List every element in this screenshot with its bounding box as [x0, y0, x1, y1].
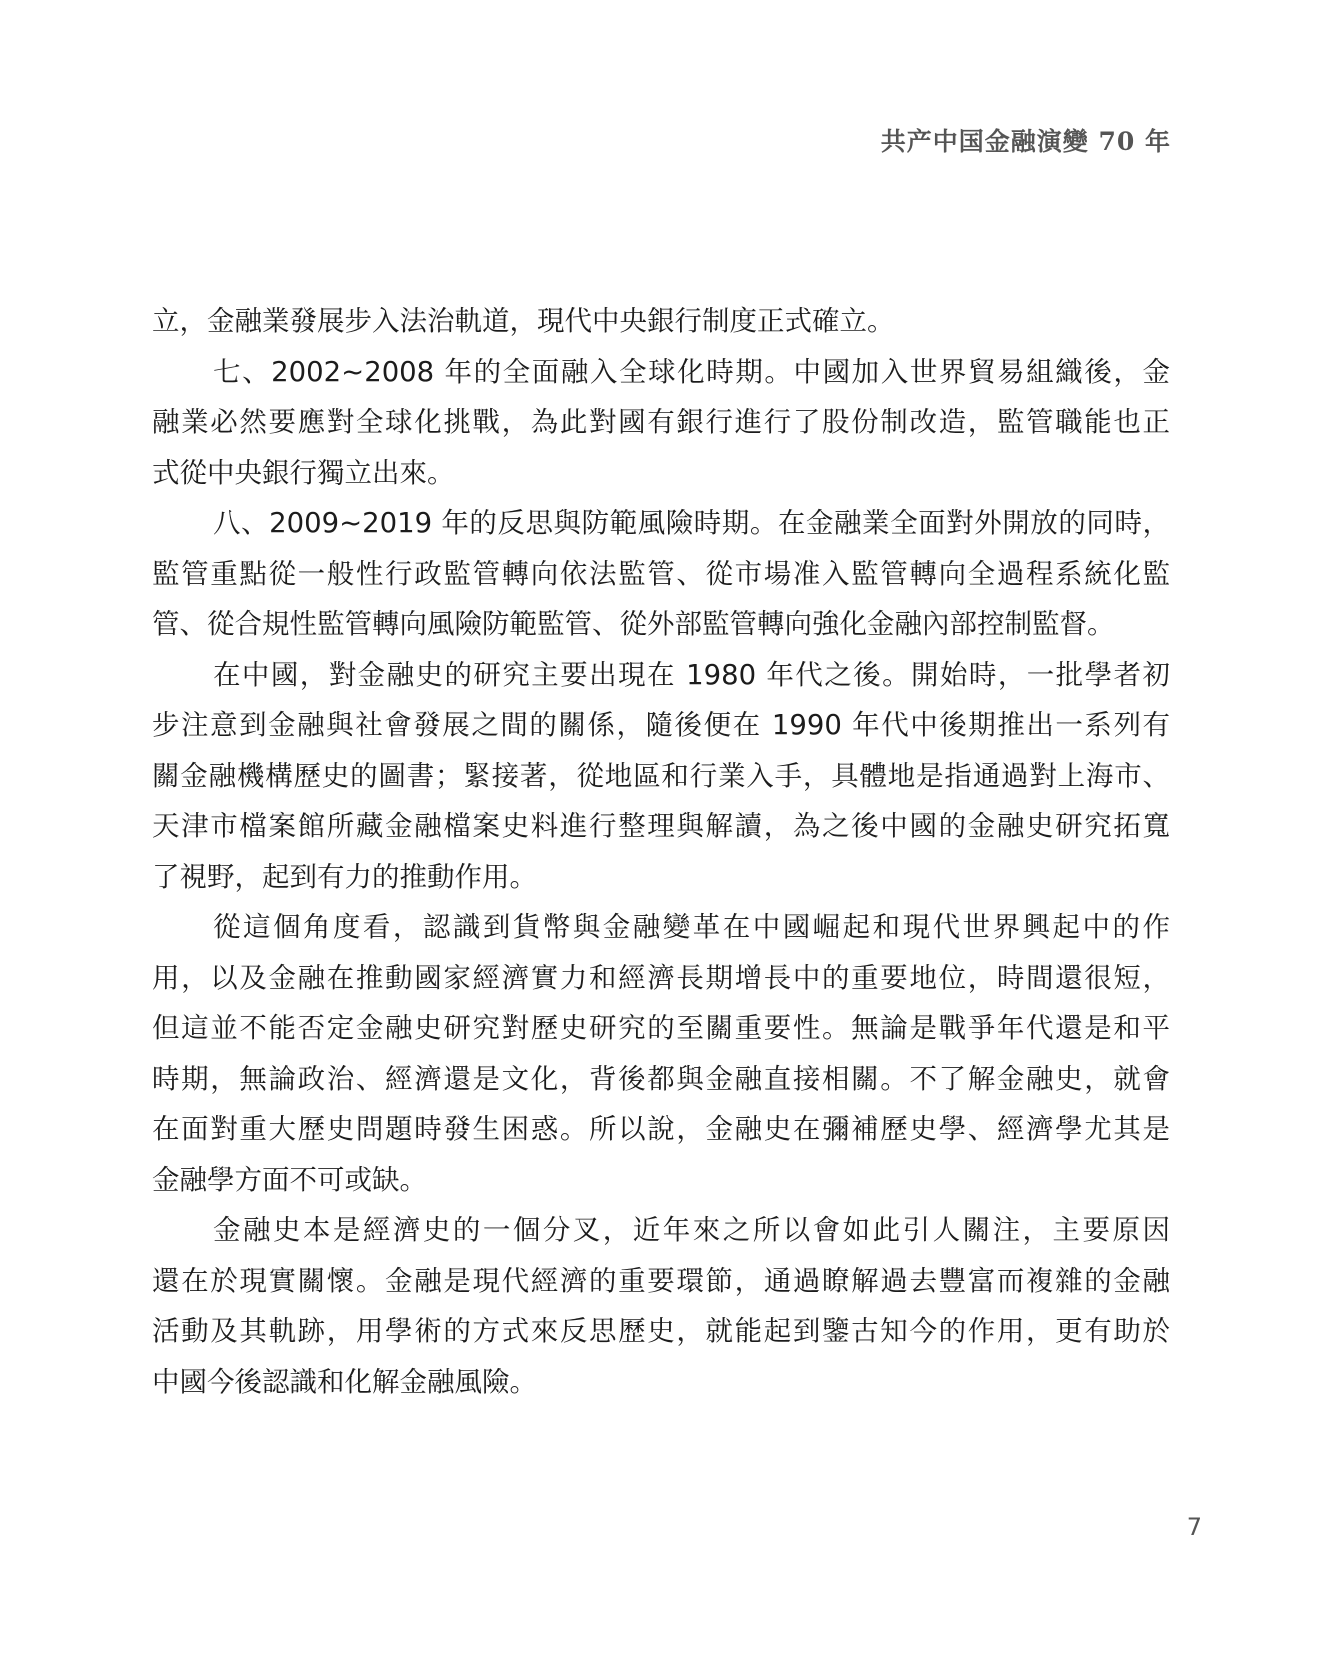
paragraph [152, 1205, 1170, 1407]
text-line: 立，金融業發展步入法治軌道，現代中央銀行制度正式確立。 [152, 305, 895, 337]
text-line: 八、2009~2019 年的反思與防範風險時期。在金融業全面對外開放的同時， [213, 507, 1170, 539]
text-line: 式從中央銀行獨立出來。 [152, 456, 455, 489]
text-line: 融業必然要應對全球化挑戰，為此對國有銀行進行了股份制改造，監管職能也正 [152, 406, 1170, 438]
text-line: 在中國，對金融史的研究主要出現在 1980 年代之後。開始時，一批學者初 [213, 658, 1170, 691]
text-line: 金融史本是經濟史的一個分叉，近年來之所以會如此引人關注，主要原因 [213, 1214, 1170, 1246]
text-line: 時期，無論政治、經濟還是文化，背後都與金融直接相關。不了解金融史，就會 [152, 1062, 1170, 1095]
paragraph [152, 498, 1170, 650]
text-line: 活動及其軌跡，用學術的方式來反思歷史，就能起到鑒古知今的作用，更有助於 [152, 1315, 1170, 1347]
text-line: 中國今後認識和化解金融風險。 [152, 1365, 537, 1398]
text-line: 關金融機構歷史的圖書；緊接著，從地區和行業入手，具體地是指通過對上海市、 [152, 759, 1170, 792]
text-line: 管、從合規性監管轉向風險防範監管、從外部監管轉向強化金融內部控制監督。 [152, 608, 1115, 640]
text-line: 七、2002~2008 年的全面融入全球化時期。中國加入世界貿易組織後，金 [213, 355, 1170, 388]
text-line: 但這並不能否定金融史研究對歷史研究的至關重要性。無論是戰爭年代還是和平 [152, 1012, 1170, 1044]
text-line: 用，以及金融在推動國家經濟實力和經濟長期增長中的重要地位，時間還很短， [152, 961, 1170, 994]
text-line: 天津市檔案館所藏金融檔案史料進行整理與解讀，為之後中國的金融史研究拓寬 [152, 810, 1170, 842]
paragraph [152, 347, 1170, 499]
page-number: 7 [1186, 1513, 1202, 1541]
text-line: 從這個角度看，認識到貨幣與金融變革在中國崛起和現代世界興起中的作 [213, 911, 1170, 943]
running-header: 共产中国金融演變 70 年 [880, 127, 1171, 156]
paragraph [152, 296, 1170, 347]
text-line: 監管重點從一般性行政監管轉向依法監管、從市場准入監管轉向全過程系統化監 [152, 557, 1170, 590]
text-line: 還在於現實關懷。金融是現代經濟的重要環節，通過瞭解過去豐富而複雜的金融 [152, 1264, 1170, 1297]
page-body [152, 296, 1170, 1407]
text-line: 了視野，起到有力的推動作用。 [152, 860, 537, 893]
text-line: 金融學方面不可或缺。 [152, 1163, 427, 1196]
text-line: 在面對重大歷史問題時發生困惑。所以說，金融史在彌補歷史學、經濟學尤其是 [152, 1113, 1170, 1145]
text-line: 步注意到金融與社會發展之間的關係，隨後便在 1990 年代中後期推出一系列有 [152, 709, 1170, 741]
paragraph [152, 650, 1170, 903]
paragraph [152, 902, 1170, 1205]
